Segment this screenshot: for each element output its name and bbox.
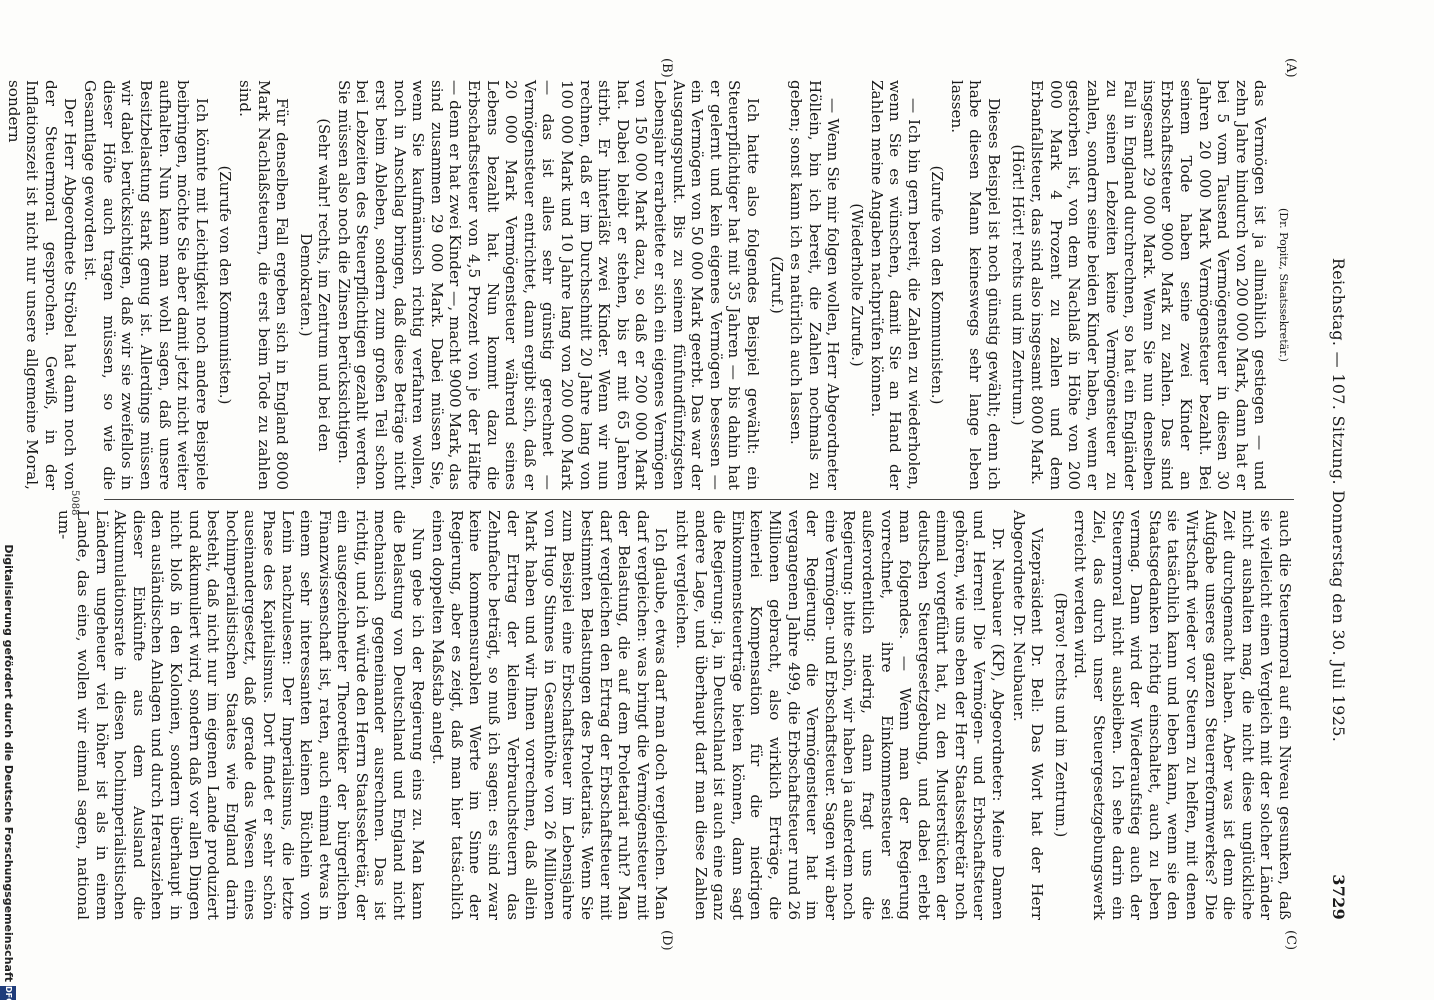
dfg-logo-icon: DFG bbox=[0, 986, 16, 1000]
margin-marker-d: (D) bbox=[659, 930, 674, 951]
paragraph: Dr. Neubauer (KP), Abgeordneter: Meine Damen und Herren! Die Vermögen- und Erbschaftsteuer gehören, wie uns eben der Herr Staatssekretär noch einmal vorgeführt hat, zu den Musterstücken der deutschen Steuergesetzgebung, und dabei erlebt man folgendes. — Wenn man der Regierung vorrechnet, ihre Einkommensteuer sei außerordentlich niedrig, dann fragt uns die Regierung: bitte schön, wir haben ja außerdem noch eine Vermögen- und Erbschaftsteuer. Sagen wir aber der Regierung: die Vermögensteuer hat im vergangenen Jahre 499, die Erbschaftsteuer rund 26 Millionen gebracht, also wirklich Erträge, die keinerlei Kompensation für die niedrigen Einkommensteuerträge bieten können, dann sagt die Regierung: ja, in Deutschland ist auch eine ganz andere Lage, und überhaupt darf man diese Zahlen nicht vergleichen. bbox=[673, 510, 1008, 920]
interjection-line: (Zuruf.) bbox=[767, 256, 785, 314]
paragraph: Vizepräsident Dr. Bell: Das Wort hat der Herr Abgeordnete Dr. Neubauer. bbox=[1009, 510, 1047, 920]
footer-credit-text: Digitalisierung gefördert durch die Deutsche Forschungsgemeinschaft bbox=[2, 544, 15, 982]
page-number: 3729 bbox=[1329, 874, 1348, 920]
interjection-line: (Wiederholte Zurufe.) bbox=[847, 203, 865, 367]
paragraph: — Wenn Sie mir folgen wollen, Herr Abgeordneter Höllein, bin ich bereit, die Zahlen nochmals zu geben; sonst kann ich es natürlich auch lassen. bbox=[787, 80, 843, 490]
interjection-line: (Zurufe von den Kommunisten.) bbox=[216, 165, 234, 405]
page-bottom-mark: 5088 bbox=[69, 490, 80, 516]
interjection-line: (Hört! Hört! rechts und im Zentrum.) bbox=[1008, 144, 1026, 426]
margin-marker-b: (B) bbox=[659, 58, 674, 78]
paragraph: Ich glaube, etwas darf man doch vergleichen. Man darf vergleichen: was bringt die Vermögensteuer mit der Belastung, die auf dem Proletariat ruht? Man darf vergleichen den Ertrag der Erbschaftsteuer mit bestimmten Belastungen des Proletariats. Wenn Sie zum Beispiel eine Erbschaftsteuer im Lebensjahre von Hugo Stinnes in Gesamthöhe von 26 Millionen Mark haben und wir Ihnen vorrechnen, daß allein der Ertrag der kleinen Verbrauchsteuern das Zehnfache beträgt, so muß ich sagen: es sind zwar keine kommensurablen Werte im Sinne der Regierung, aber es zeigt, daß man hier tatsächlich einen doppelten Maßstab anlegt. bbox=[429, 510, 671, 920]
paragraph: Nun gebe ich der Regierung eins zu. Man kann die Belastung von Deutschland und England nicht mechanisch gegeneinander ausrechnen. Das ist richtig, und ich würde den Herrn Staatssekretär, der ein ausgezeichneter Theoretiker der bürgerlichen Finanzwissenschaft ist, raten, auch einmal etwas in einem sehr interessanten kleinen Büchlein von Lenin nachzulesen: Der Imperialismus, die letzte Phase des Kapitalismus. Dort findet er sehr schön auseinandergesetzt, daß gerade das Wesen eines hochimperialistischen Staates wie England darin besteht, daß nicht nur im eigenen Lande produziert und akkumuliert wird, sondern daß vor allen Dingen nicht bloß in den Kolonien, sondern überhaupt in den ausländischen Anlagen und durch Herausziehen dieser Einkünfte aus dem Ausland die Akkumulationsrate in diesen hochimperialistischen Ländern ungeheuer viel höher ist als in einem Lande, das eine, wollen wir einmal sagen, national um- bbox=[55, 510, 427, 920]
paragraph: das Vermögen ist ja allmählich gestiegen — und zehn Jahre hindurch von 200 000 Mark, dann hat er bei 5 vom Tausend Vermögensteuer in diesen 30 Jahren 20 000 Mark Vermögensteuer bezahlt. Bei seinem Tode haben seine zwei Kinder an Erbschaftssteuer 9000 Mark zu zahlen. Das sind insgesamt 29 000 Mark. Wenn Sie nun denselben Fall in England durchrechnen, so hat ein Engländer zu seinen Lebzeiten keine Vermögensteuer zu zahlen, sondern seine beiden Kinder haben, wenn er gestorben ist, von dem Nachlaß in Höhe von 200 000 Mark 4 Prozent zu zahlen und dem Erbanfallsteuer, das sind also insgesamt 8000 Mark. bbox=[1028, 80, 1270, 490]
left-column bbox=[4, 80, 1294, 490]
interjection-line: (Zurufe von den Kommunisten.) bbox=[928, 165, 946, 405]
digitization-footer bbox=[0, 0, 16, 1005]
paragraph: Der Herr Abgeordnete Ströbel hat dann noch von der Steuermoral gesprochen. Gewiß, in der Inflationszeit ist nicht nur unsere allgemeine Moral, sondern bbox=[4, 80, 79, 490]
interjection-line: (Sehr wahr! rechts, im Zentrum und bei den Demokraten.) bbox=[296, 118, 333, 452]
speaker-continuation: (Dr. Popitz, Staatssekretär.) bbox=[1277, 207, 1290, 363]
column-divider bbox=[104, 499, 1294, 500]
margin-marker-c: (C) bbox=[1283, 930, 1298, 951]
margin-marker-a: (A) bbox=[1283, 58, 1298, 78]
paragraph: Dieses Beispiel ist noch günstig gewählt; denn ich habe diesen Mann keineswegs sehr lange leben lassen. bbox=[947, 80, 1004, 490]
interjection-line: (Bravo! rechts und im Zentrum.) bbox=[1051, 592, 1069, 838]
paragraph: Ich könnte mit Leichtigkeit noch andere Beispiele beibringen, möchte Sie aber damit jetzt nicht weiter aufhalten. Nun kann man wohl sagen, daß unsere Besitzbelastung stark genug ist. Allerdings müssen wir dabei berücksichtigen, daß wir sie zweifellos in dieser Höhe auch tragen müssen, so wie die Gesamtlage geworden ist. bbox=[81, 80, 211, 490]
paragraph: Für denselben Fall ergeben sich in England 8000 Mark Nachlaßsteuern, die erst beim Tode zu zahlen sind. bbox=[235, 80, 292, 490]
paragraph: Ich hatte also folgendes Beispiel gewählt: ein Steuerpflichtiger hat mit 35 Jahren — bis dahin hat er gelernt und kein eigenes Vermögen besessen — ein Vermögen von 50 000 Mark geerbt. Das war der Ausgangspunkt. Bis zu seinem fünfundfünfzigsten Lebensjahr erarbeitete er sich ein eigenes Vermögen von 150 000 Mark dazu, so daß er 200 000 Mark hat. Dabei bleibt er stehen, bis er mit 65 Jahren stirbt. Er hinterläßt zwei Kinder. Wenn wir nun rechnen, daß er im Durchschnitt 20 Jahre lang von 100 000 Mark und 10 Jahre lang von 200 000 Mark — das ist alles sehr günstig gerechnet — Vermögensteuer entrichtet, dann ergibt sich, daß er 20 000 Mark Vermögensteuer während seines Lebens bezahlt hat. Nun kommt dazu die Erbschaftssteuer von 4,5 Prozent von je der Hälfte — denn er hat zwei Kinder —, macht 9000 Mark, das sind zusammen 29 000 Mark. Dabei müssen Sie, wenn Sie kaufmännisch richtig verfahren wollen, noch in Anschlag bringen, daß diese Beträge nicht erst beim Ableben, sondern zum großen Teil schon bei Lebzeiten des Steuerpflichtigen gezahlt werden. Sie müssen also noch die Zinsen berücksichtigen. bbox=[334, 80, 762, 490]
running-head-title: Reichstag. — 107. Sitzung. Donnerstag den 30. Juli 1925. bbox=[1329, 257, 1348, 743]
paragraph: auch die Steuermoral auf ein Niveau gesunken, daß sie vielleicht einen Vergleich mit der solcher Länder nicht aushalten mag, die nicht diese unglückliche Zeit durchgemacht haben. Aber was ist denn die Aufgabe unseres ganzen Steuerreformwerkes? Die Wirtschaft wieder vor Steuern zu helfen, mit denen sie tatsächlich kann und leben kann, wenn sie den Staatsgedanken richtig einschaltet, auch zu leben vermag. Dann wird der Wiederaufstieg auch der Steuermoral nicht ausbleiben. Ich sehe darin ein Ziel, das durch unser Steuergesetzgebungswerk erreicht werden wird. bbox=[1071, 510, 1294, 920]
paragraph: — Ich bin gern bereit, die Zahlen zu wiederholen, wenn Sie es wünschen, damit Sie an Hand der Zahlen meine Angaben nachprüfen können. bbox=[867, 80, 923, 490]
right-column bbox=[55, 510, 1294, 920]
